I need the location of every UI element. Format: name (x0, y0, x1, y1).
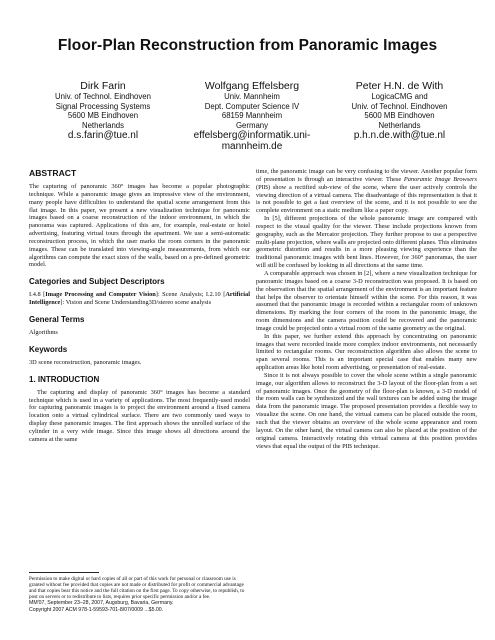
copyright-footnote (29, 572, 250, 613)
copyright-line: Copyright 2007 ACM 978-1-59593-701-8/07/0009 ...$5.00. (29, 606, 164, 613)
left-column (29, 168, 250, 444)
categories-heading: Categories and Subject Descriptors (29, 277, 165, 287)
body-paragraph: time, the panoramic image can be very confusing to the viewer. Another popular form of presentation is through an interactive viewer. These Panoramic Image Browsers (PIB) show a rectified sub-view of the scene, where the user actively controls the viewing direction of a virtual camera. The disadvantage of this representation is that it is not possible to get a fast overview of the scene, and it is not possible to see the complete environment on a static medium like a paper copy. (256, 168, 477, 215)
body-paragraph: A comparable approach was chosen in [2], where a new visualization technique for panoramic images based on a coarse 3-D reconstruction was proposed. It is based on the observation that the spatial arrangement of the environment is an important feature that helps the observer to orientate himself within the scene. For this reason, it was assumed that the panoramic image is recorded within a rectangular room of unknown dimensions. By marking the four corners of the room in the panoramic image, the room dimensions and the camera position could be recovered and the panoramic image could be projected onto a virtual room of the same geometry as the original. (256, 269, 477, 332)
general-terms-text: Algorithms (29, 328, 58, 336)
paper-title: Floor-Plan Reconstruction from Panoramic Images (57, 37, 438, 54)
author-name: Peter H.N. de With (355, 80, 444, 92)
author-affiliation-line: Univ. of Technol. Eindhoven (55, 92, 151, 101)
author-affiliation-line: Germany (235, 120, 269, 130)
venue-line: MM'07, September 23–28, 2007, Augsburg, Bavaria, Germany. (29, 600, 174, 607)
author-affiliation-line: 5600 MB Eindhoven (364, 111, 435, 121)
keywords-heading: Keywords (29, 344, 68, 354)
keywords-text: 3D scene reconstruction, panoramic images. (29, 358, 142, 366)
author-email: d.s.farin@tue.nl (67, 130, 139, 142)
body-paragraph: In [5], different projections of the whole panoramic image are compared with respect to the visual quality for the viewer. These include projections known from geography, such as the Mercator projection. They further propose to use a perspective multi-plane projection, where walls are projected onto different planes. This eliminates geometric distortion and results in a more pleasing viewing experience than the traditional panoramic images with bent lines. However, for 360° panoramas, the user will still be confused by looking in all directions at the same time. (256, 215, 477, 270)
author-email: effelsberg@informatik.uni-mannheim.de (193, 130, 311, 153)
author-affiliation-line: Dept. Computer Science IV (204, 101, 300, 111)
general-terms-heading: General Terms (29, 314, 85, 324)
right-column (256, 168, 477, 450)
abstract-text: The capturing of panoramic 360° images has become a popular photographic technique. While a panoramic image gives an impressive view of the environment, many people have difficulties to understand the spatial scene arrangement from this flat image. In this paper, we present a new visualization technique for panoramic images based on a coarse reconstruction of the indoor environment, in which the panorama was captured. Applications of this are, for example, real-estate or hotel advertising, featuring virtual tours through the apartment. We use a semi-automatic reconstruction process, in which the user marks the room corners in the panoramic images. These can be translated into viewing-angle measurements, from which our algorithms can compute the exact sizes of the walls, based on a pre-defined geometric model. (29, 183, 250, 269)
author-farin (30, 80, 176, 141)
author-email: p.h.n.de.with@tue.nl (353, 130, 446, 142)
author-affiliation-line: Netherlands (81, 120, 125, 130)
author-effelsberg (177, 80, 327, 152)
author-name: Wolfgang Effelsberg (204, 80, 300, 92)
author-affiliation-line: 5600 MB Eindhoven (67, 111, 139, 121)
permission-notice: Permission to make digital or hard copies of all or part of this work for personal or classroom use is granted without fee provided that copies are not made or distributed for profit or commercial advantage and that copies bear this notice and the full citation on the first page. To copy otherwise, to republish, to post on servers or to redistribute to lists, requires prior specific permission and/or a fee. (29, 575, 245, 601)
body-paragraph: In this paper, we further extend this approach by concentrating on panoramic images that were recorded inside more complex indoor environments, not necessarily limited to rectangular rooms. Our reconstruction algorithm also allows the scene to span several rooms. This is an important special case that enables many new application areas like hotel room advertising, or presentation of real-estate. (256, 332, 477, 372)
abstract-heading: ABSTRACT (29, 168, 77, 178)
body-paragraph: Since it is not always possible to cover the whole scene within a single panoramic image, our algorithm allows to reconstruct the 3-D layout of the floor-plan from a set of panoramic images. Once the geometry of the floor-plan is known, a 3-D model of the room walls can be synthesized and the wall textures can be added using the image data from the panoramic image. The proposed presentation provides a flexible way to visualize the scene. On one hand, the virtual camera can be placed outside the room, such that the viewer obtains an overview of the whole scene appearance and room layout. On the other hand, the virtual camera can also be placed at the position of the original camera. Interactively rotating this virtual camera at this position provides views that equal the output of the PIB technique. (256, 371, 477, 450)
footnote-divider (29, 572, 99, 573)
introduction-paragraph: The capturing and display of panoramic 360° images has become a standard technique which is used in a variety of applications. The most frequently-used model for capturing panoramic images is to project the environment around a fixed camera location onto a virtual cylindrical surface. There are two commonly used ways to display these panoramic images. The first approach shows the unrolled surface of the cylinder in a very wide image. Since this image shows all directions around the camera at the same (29, 388, 250, 443)
author-affiliation-line: Signal Processing Systems (55, 101, 151, 111)
categories-text: I.4.8 [Image Processing and Computer Vision]: Scene Analysis; I.2.10 [Artificial Intelligence]: Vision and Scene Understanding3D/stereo scene analysis (29, 291, 250, 307)
introduction-heading: 1. INTRODUCTION (29, 374, 100, 384)
author-affiliation-line: Netherlands (378, 120, 421, 130)
author-name: Dirk Farin (80, 80, 126, 92)
author-affiliation-line: LogicaCMG and (371, 92, 428, 101)
author-affiliation-line: Univ. of Technol. Eindhoven (351, 101, 448, 111)
author-dewith (329, 80, 470, 141)
author-affiliation-line: 68159 Mannheim (221, 111, 283, 121)
author-affiliation-line: Univ. Mannheim (224, 92, 280, 101)
author-block (30, 80, 470, 156)
